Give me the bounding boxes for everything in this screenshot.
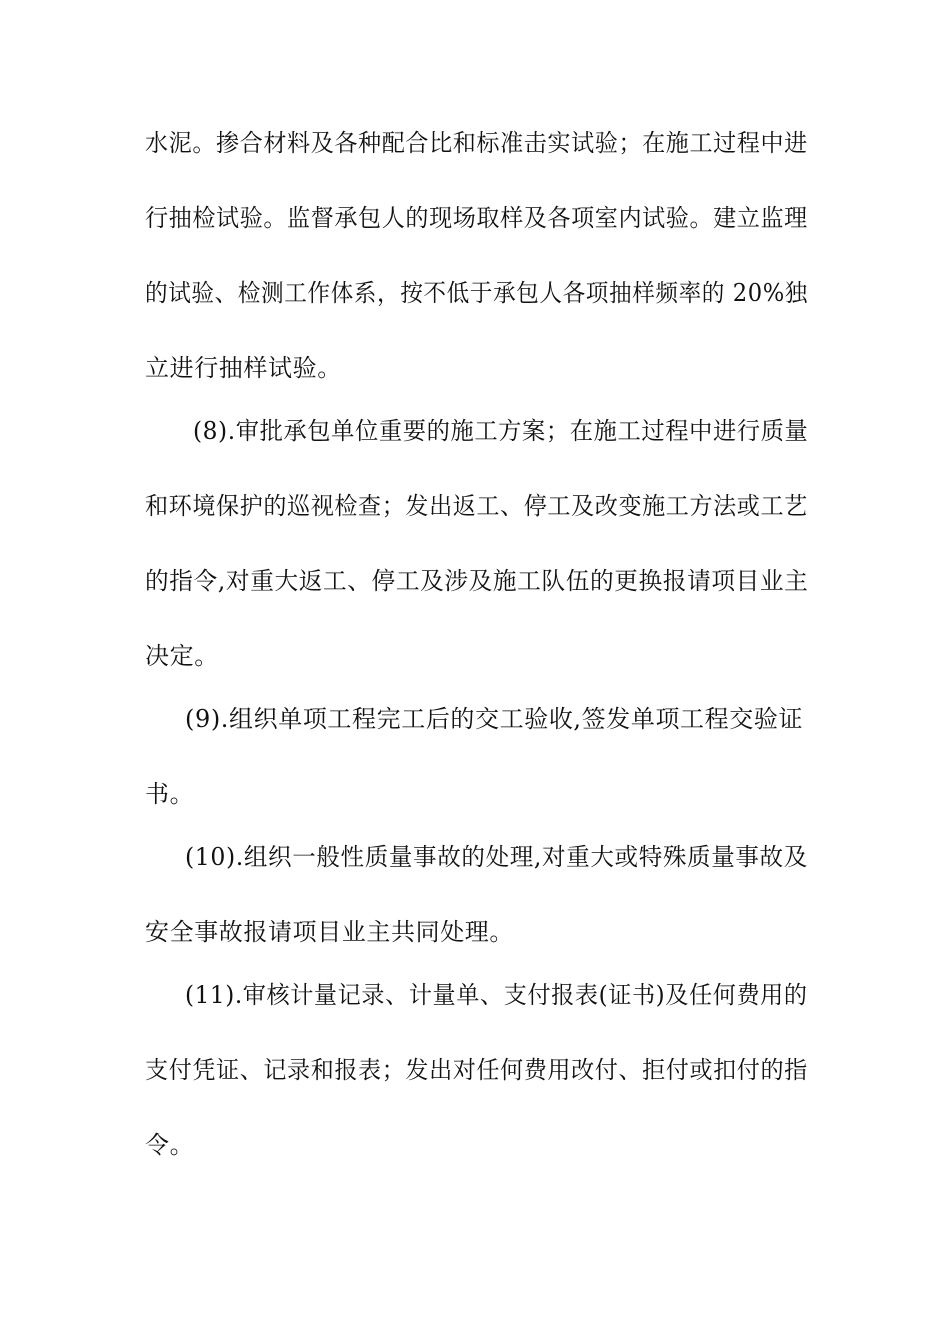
text-line: 行抽检试验。监督承包人的现场取样及各项室内试验。建立监理 <box>145 204 808 232</box>
text-line: (10).组织一般性质量事故的处理,对重大或特殊质量事故及 <box>185 843 808 871</box>
text-line: 水泥。掺合材料及各种配合比和标准击实试验；在施工过程中进 <box>145 129 808 157</box>
text-line: 决定。 <box>145 642 219 670</box>
text-line: (9).组织单项工程完工后的交工验收,签发单项工程交验证 <box>185 705 804 733</box>
text-line: (11).审核计量记录、计量单、支付报表(证书)及任何费用的 <box>185 981 808 1009</box>
text-line: 和环境保护的巡视检查；发出返工、停工及改变施工方法或工艺 <box>145 492 808 520</box>
text-line: 书。 <box>145 780 195 808</box>
text-line: 的指令,对重大返工、停工及涉及施工队伍的更换报请项目业主 <box>145 567 809 595</box>
text-line: 支付凭证、记录和报表；发出对任何费用改付、拒付或扣付的指 <box>145 1056 808 1084</box>
text-line: (8).审批承包单位重要的施工方案；在施工过程中进行质量 <box>193 417 809 445</box>
text-line: 令。 <box>145 1131 195 1159</box>
text-line: 的试验、检测工作体系，按不低于承包人各项抽样频率的 20%独 <box>145 279 808 307</box>
text-line: 立进行抽样试验。 <box>145 354 342 382</box>
text-line: 安全事故报请项目业主共同处理。 <box>145 918 514 946</box>
